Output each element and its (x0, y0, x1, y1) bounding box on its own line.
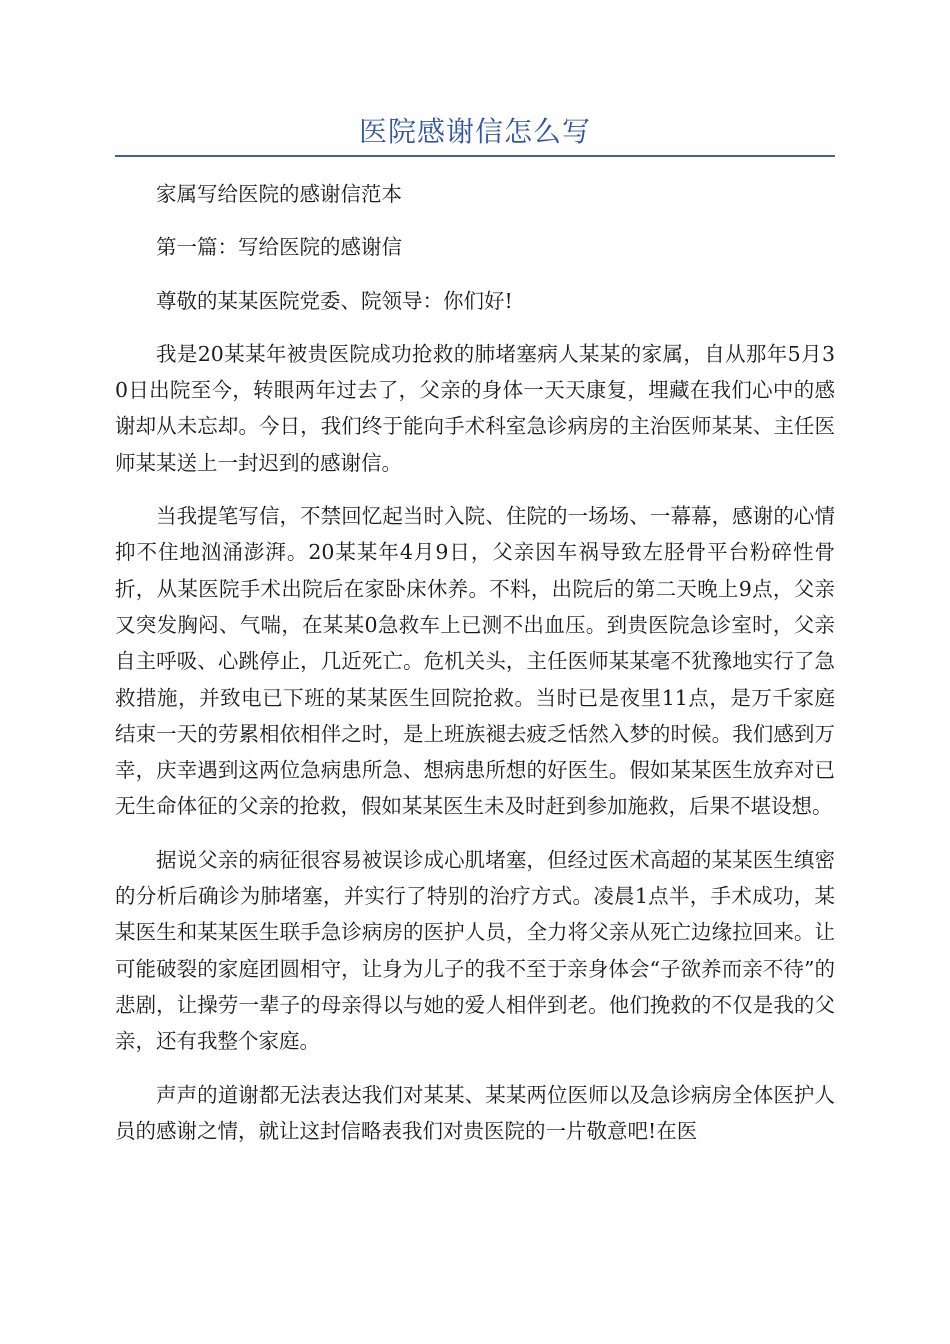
document-body (115, 176, 835, 1166)
title-underline (115, 155, 835, 157)
paragraph-section-heading: 第一篇：写给医院的感谢信 (156, 235, 402, 260)
paragraph-body: 声声的道谢都无法表达我们对某某、某某两位医师以及急诊病房全体医护人员的感谢之情，就让这封信略表我们对贵医院的一片敬意吧!在医 (115, 1082, 835, 1143)
paragraph-body: 我是20某某年被贵医院成功抢救的肺堵塞病人某某的家属，自从那年5月30日出院至今，转眼两年过去了，父亲的身体一天天康复，埋藏在我们心中的感谢却从未忘却。今日，我们终于能向手术科室急诊病房的主治医师某某、主任医师某某送上一封迟到的感谢信。 (115, 341, 835, 475)
paragraph-body: 据说父亲的病征很容易被误诊成心肌堵塞，但经过医术高超的某某医生缜密的分析后确诊为肺堵塞，并实行了特别的治疗方式。凌晨1点半，手术成功，某某医生和某某医生联手急诊病房的医护人员，全力将父亲从死亡边缘拉回来。让可能破裂的家庭团圆相守，让身为儿子的我不至于亲身体会“子欲养而亲不待”的悲剧，让操劳一辈子的母亲得以与她的爱人相伴到老。他们挽救的不仅是我的父亲，还有我整个家庭。 (115, 847, 835, 1054)
paragraph-body: 当我提笔写信，不禁回忆起当时入院、住院的一场场、一幕幕，感谢的心情抑不住地汹涌澎湃。20某某年4月9日，父亲因车祸导致左胫骨平台粉碎性骨折，从某医院手术出院后在家卧床休养。不料，出院后的第二天晚上9点，父亲又突发胸闷、气喘，在某某0急救车上已测不出血压。到贵医院急诊室时，父亲自主呼吸、心跳停止，几近死亡。危机关头，主任医师某某毫不犹豫地实行了急救措施，并致电已下班的某某医生回院抢救。当时已是夜里11点，是万千家庭结束一天的劳累相依相伴之时，是上班族褪去疲乏恬然入梦的时候。我们感到万幸，庆幸遇到这两位急病患所急、想病患所想的好医生。假如某某医生放弃对已无生命体征的父亲的抢救，假如某某医生未及时赶到参加施救，后果不堪设想。 (115, 504, 835, 819)
paragraph-subtitle: 家属写给医院的感谢信范本 (156, 182, 402, 206)
paragraph-salutation: 尊敬的某某医院党委、院领导：你们好! (156, 288, 513, 313)
document-title: 医院感谢信怎么写 (358, 115, 591, 148)
